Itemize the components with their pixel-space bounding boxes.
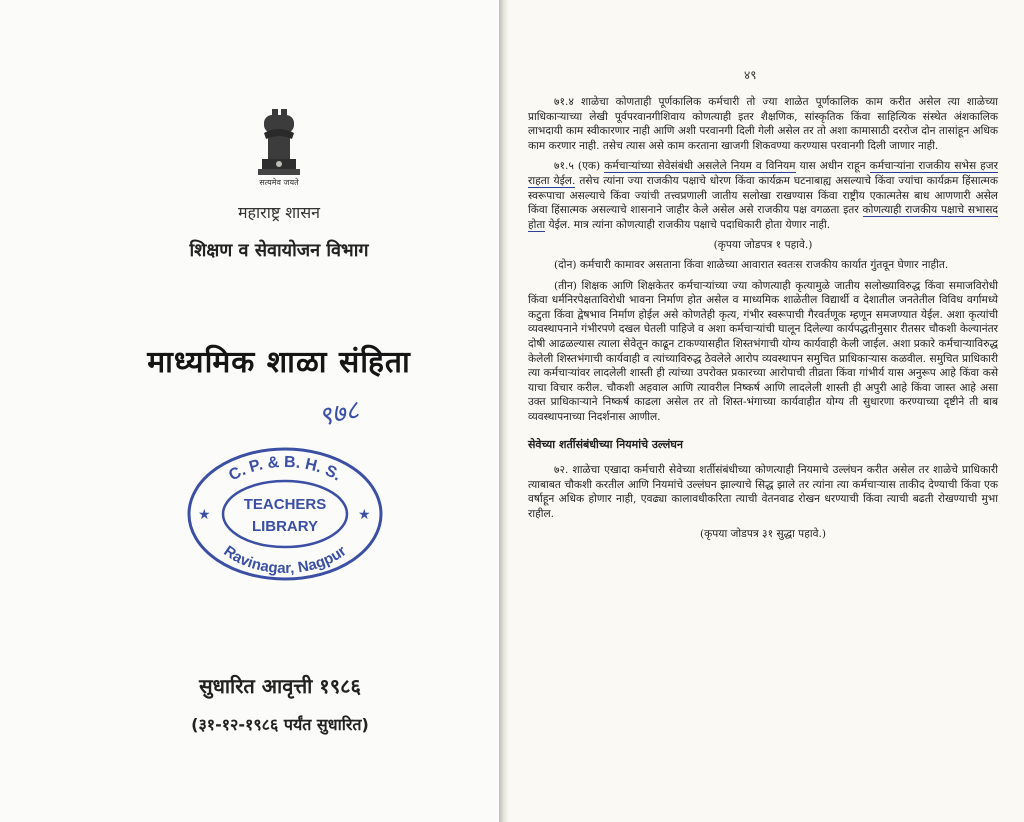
- revision-date: (३१-१२-१९८६ पर्यंत सुधारित): [191, 715, 369, 734]
- reference-note-31: (कृपया जोडपत्र ३१ सुद्धा पहावे.): [700, 528, 826, 541]
- section-heading: सेवेच्या शर्तीसंबंधीच्या नियमांचे उल्लंघन: [528, 438, 683, 452]
- left-page-cover: [0, 0, 498, 822]
- rules-text: [528, 95, 998, 548]
- edition-label: सुधारित आवृत्ती १९८६: [199, 674, 361, 698]
- rule-71-5-three: (तीन) शिक्षक आणि शिक्षकेतर कर्मचाऱ्यांच्या ज्या कोणत्याही कृत्यामुळे जातीय सलोख्याविरुद्ध किंवा समाजविरोधी किंवा धर्मनिरपेक्षताविरोधी भावना निर्माण होत असेल व माध्यमिक शाळेतील विद्यार्थी व देशातील जनतेतील विविध वर्गामध्ये कटुता किंवा द्वेषभाव निर्माण होईल असे कोणतेही कृत्य, गंभीर स्वरूपाची गैरवर्तणूक म्हणून समजण्यात येईल. अशा कृत्यांची व्यवस्थापनाने गंभीरपणे दखल घेतली पाहिजे व अशा कर्मचाऱ्यांची घालून दिलेल्या कार्यपद्धतीनुसार रीतसर चौकशी केल्यानंतर दोषी आढळल्यास त्याला सेवेतून काढून टाकण्यासहीत शिस्तभंगाची योग्य कार्यवाही केली जाईल. अशा प्रकारे कर्मचाऱ्याविरुद्ध केलेली शिस्तभंगाची कार्यवाही व त्यांच्याविरुद्ध ठेवलेले आरोप व्यवस्थापन समुचित प्राधिकाऱ्यास कळवील. समुचित प्राधिकारी त्या कर्मचाऱ्यांवर लादलेली शास्ती ही त्यांच्या उपरोक्त प्रकारच्या आरोपाची तीव्रता किंवा गांभीर्य यास अनुरूप आहे किंवा कसे याचा विचार करील. चौकशी अहवाल आणि त्यावरील निष्कर्ष आणि लादलेली शास्ती ही अपुरी आहे किंवा जास्त आहे असा उक्त प्राधिकाऱ्याने निष्कर्ष काढला असेल तर तो शिस्त-भंगाच्या कार्यवाहीत योग्य ती सुधारणा करण्याच्या दृष्टीने ती बाब व्यवस्थापनाच्या निदर्शनास आणील.: [528, 279, 998, 423]
- rule-number: ७१.५ (एक): [554, 160, 601, 173]
- rule-71-5-two: (दोन) कर्मचारी कामावर असताना किंवा शाळेच्या आवारात स्वतःस राजकीय कार्यात गुंतवून घेणार नाहीत.: [554, 258, 949, 271]
- government-name: महाराष्ट्र शासन: [237, 203, 321, 222]
- stamp-line-library: LIBRARY: [251, 518, 319, 535]
- stamp-top-text: C. P. & B. H. S.: [226, 453, 345, 485]
- rule-text: तसेच त्यांना ज्या राजकीय पक्षाचे धोरण किंवा कार्यक्रम घटनाबाह्य असल्याचे किंवा ज्यांचा कार्यक्रम हिंसात्मक स्वरूपाचा असल्याचे किंवा ज्यांची तत्त्वप्रणाली जातीय सलोखा राखण्यास किंवा राष्ट्रीय एकात्मतेस बाध आणणारी असेल किंवा हिंसात्मक असल्याचे शासनाने जाहीर केले असेल असे राजकीय पक्ष वगळता इतर: [528, 174, 998, 217]
- underlined-text: कर्मचाऱ्यांच्या सेवेसंबंधी असलेले नियम व विनियम: [604, 160, 796, 173]
- rule-71-5-one: [528, 159, 998, 232]
- stamp-bottom-text: Ravinagar, Nagpur: [220, 542, 350, 578]
- rule-71-4: ७१.४ शाळेचा कोणताही पूर्णकालिक कर्मचारी तो ज्या शाळेत पूर्णकालिक काम करीत असेल त्या शाळेच्या प्राधिकाऱ्याच्या लेखी पूर्वपरवानगीशिवाय कोणत्याही इतर शैक्षणिक, सांस्कृतिक किंवा साहित्यिक संस्थेत अंशकालिक लाभदायी काम स्वीकारणार नाही आणि अशी परवानगी दिली गेली असेल तर तो अशा कामासाठी दररोज दोन तासांहून अधिक काम करणार नाही. तसेच त्यास असे काम करताना खाजगी शिकवण्या करण्यास परवानगी दिली जाणार नाही.: [528, 96, 998, 152]
- handwritten-number: ९७८: [315, 395, 362, 433]
- library-stamp: [186, 445, 384, 583]
- underlined-text: कर्मचाऱ्यांना राजकीय सभेस हजर राहता येईल.: [528, 160, 998, 187]
- underlined-text: कोणत्याही राजकीय पक्षाचे सभासद होता: [528, 204, 998, 231]
- stamp-star-right-icon: ★: [358, 507, 371, 523]
- rule-text: यास अधीन राहून: [799, 160, 866, 173]
- reference-note-1: (कृपया जोडपत्र १ पहावे.): [713, 239, 813, 252]
- rule-text: येईल. मात्र त्यांना कोणत्याही राजकीय पक्षाचे पदाधिकारी होता येणार नाही.: [548, 218, 831, 231]
- book-gutter: [499, 0, 509, 822]
- book-title: माध्यमिक शाळा संहिता: [147, 345, 411, 380]
- stamp-star-left-icon: ★: [198, 507, 211, 523]
- department-name: शिक्षण व सेवायोजन विभाग: [189, 240, 369, 261]
- rule-72: ७२. शाळेचा एखादा कर्मचारी सेवेच्या शर्तीसंबंधीच्या कोणत्याही नियमाचे उल्लंघन करीत असेल तर शाळेचे प्राधिकारी त्याबाबत चौकशी करतील आणि नियमांचे उल्लंघन झाल्याचे सिद्ध झाले तर त्यांना त्या कर्मचाऱ्यास ताकीद देण्याची किंवा एक वर्षाहून अधिक होणार नाही, एवढ्या कालावधीकरिता त्याची वेतनवाढ रोखन धरण्याची किंवा त्याची बढती रोखण्याची मुभा राहील.: [528, 464, 998, 520]
- page-number: ४९: [744, 68, 757, 82]
- emblem-motto: सत्यमेव जयते: [259, 178, 299, 187]
- stamp-line-teachers: TEACHERS: [243, 496, 327, 513]
